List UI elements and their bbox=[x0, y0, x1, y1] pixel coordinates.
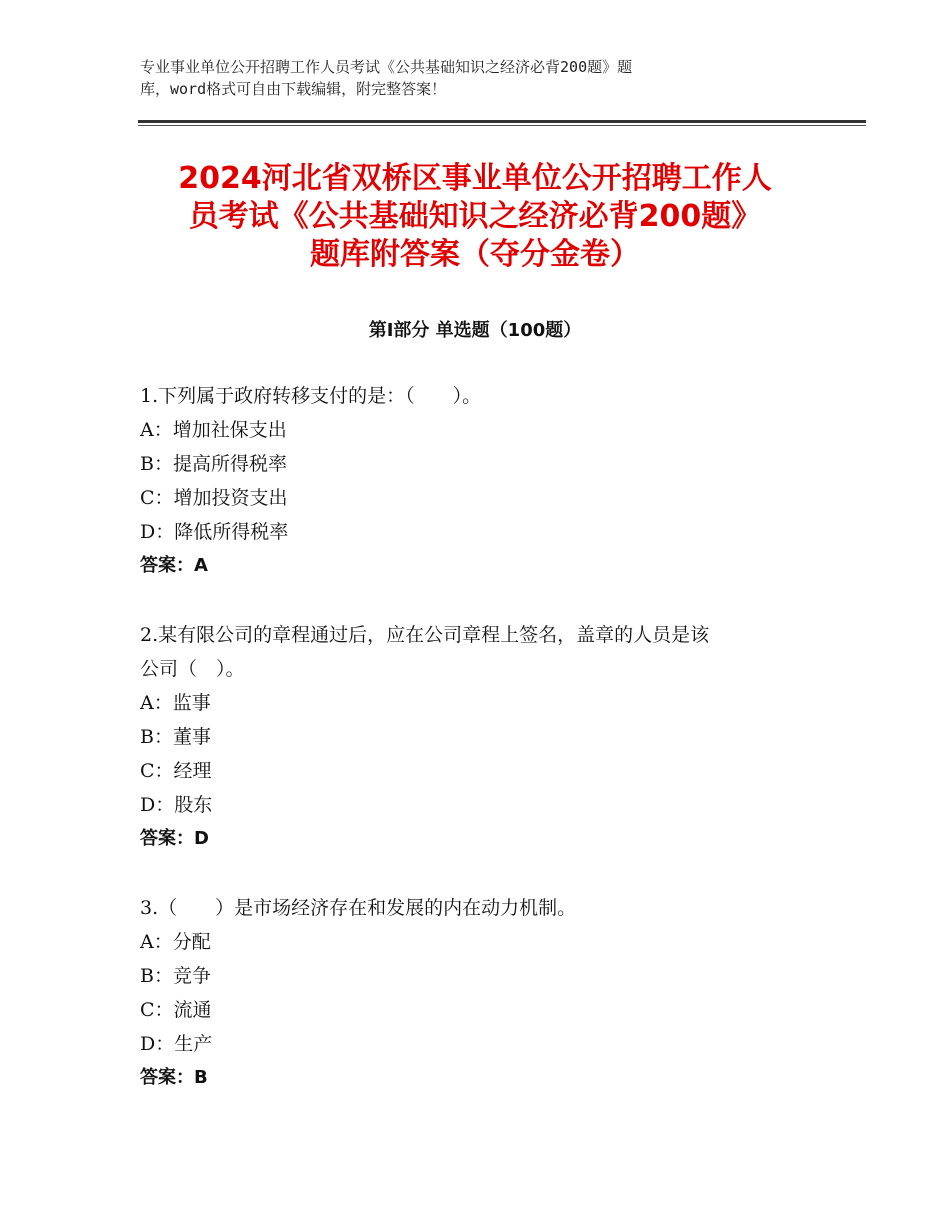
document-title bbox=[120, 160, 830, 274]
title-line3: 题库附答案（夺分金卷） bbox=[310, 237, 640, 272]
option-c: C：增加投资支出 bbox=[140, 487, 288, 509]
header-divider-thick bbox=[138, 120, 866, 123]
option-a: A：监事 bbox=[140, 692, 211, 714]
answer-label: 答案：D bbox=[140, 828, 209, 849]
header-note bbox=[140, 56, 780, 100]
header-divider-thin bbox=[138, 125, 866, 126]
answer-label: 答案：A bbox=[140, 555, 208, 576]
option-a: A：分配 bbox=[140, 931, 211, 953]
question-stem-line1: 2.某有限公司的章程通过后，应在公司章程上签名，盖章的人员是该 bbox=[140, 624, 710, 646]
option-b: B：董事 bbox=[140, 726, 211, 748]
question-stem: 1.下列属于政府转移支付的是：（ ）。 bbox=[140, 385, 482, 407]
option-d: D：生产 bbox=[140, 1033, 213, 1055]
section-title: 第Ⅰ部分 单选题（100题） bbox=[368, 320, 582, 341]
option-d: D：降低所得税率 bbox=[140, 521, 289, 543]
question-3 bbox=[140, 891, 840, 1095]
title-line2: 员考试《公共基础知识之经济必背200题》 bbox=[188, 199, 762, 234]
option-b: B：竞争 bbox=[140, 965, 211, 987]
question-2 bbox=[140, 618, 840, 856]
option-c: C：流通 bbox=[140, 999, 212, 1021]
option-b: B：提高所得税率 bbox=[140, 453, 287, 475]
title-line1: 2024河北省双桥区事业单位公开招聘工作人 bbox=[178, 161, 772, 196]
question-stem-line2: 公司（ ）。 bbox=[140, 658, 245, 680]
option-c: C：经理 bbox=[140, 760, 212, 782]
header-note-line1: 专业事业单位公开招聘工作人员考试《公共基础知识之经济必背200题》题 bbox=[140, 58, 633, 76]
answer-label: 答案：B bbox=[140, 1067, 208, 1088]
header-note-line2: 库，word格式可自由下载编辑，附完整答案！ bbox=[140, 80, 447, 98]
question-1 bbox=[140, 379, 840, 583]
question-stem: 3.（ ）是市场经济存在和发展的内在动力机制。 bbox=[140, 897, 577, 919]
option-a: A：增加社保支出 bbox=[140, 419, 287, 441]
option-d: D：股东 bbox=[140, 794, 213, 816]
